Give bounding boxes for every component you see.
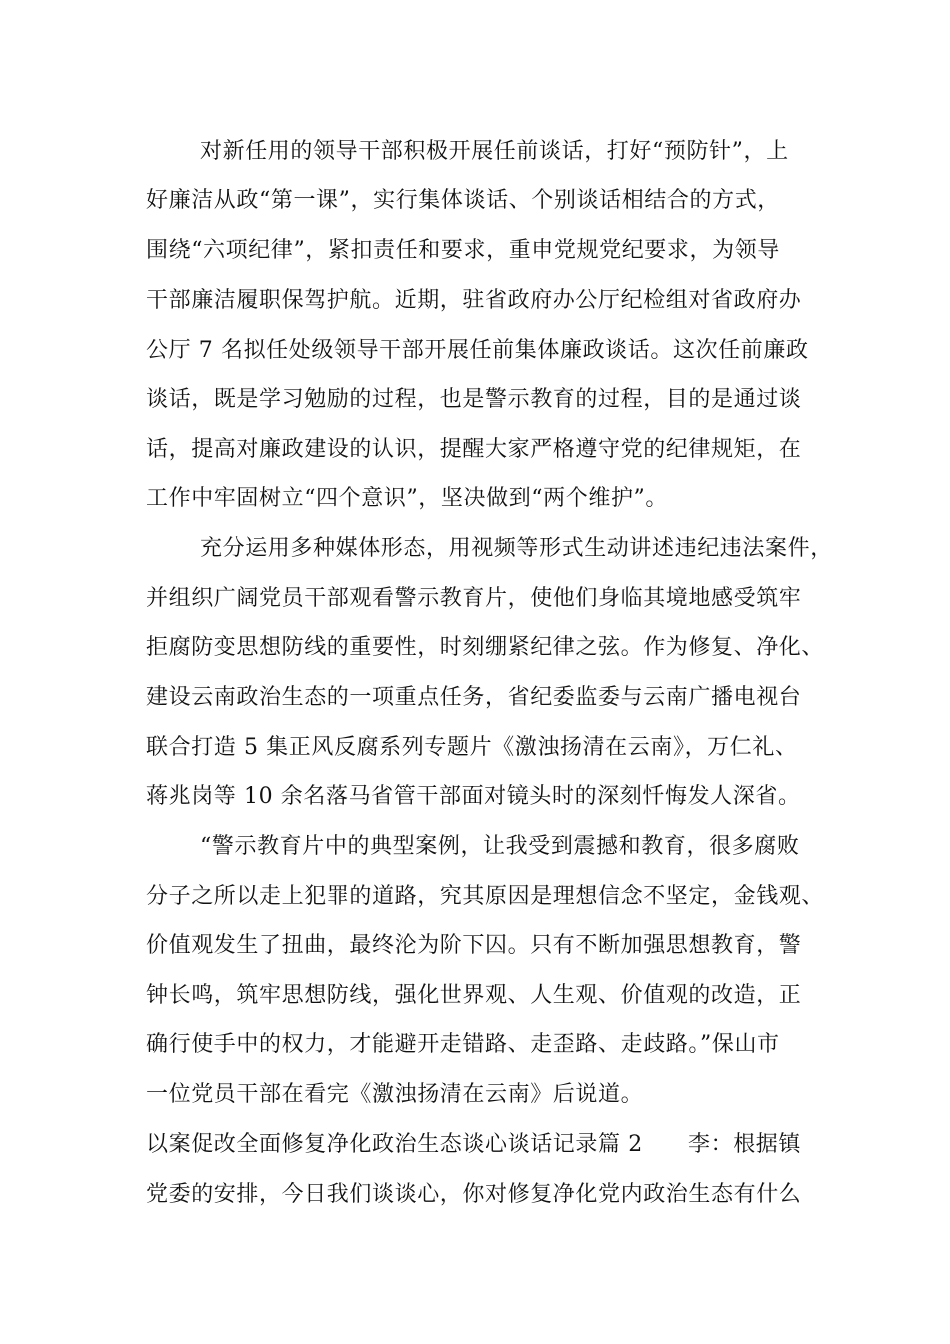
text-line: 谈话，既是学习勉励的过程，也是警示教育的过程，目的是通过谈: [146, 387, 802, 412]
text-line: 充分运用多种媒体形态，用视频等形式生动讲述违纪违法案件，: [200, 536, 833, 561]
text-line: 干部廉洁履职保驾护航。近期，驻省政府办公厅纪检组对省政府办: [146, 288, 802, 313]
text-line: 钟长鸣，筑牢思想防线，强化世界观、人生观、价值观的改造，正: [146, 983, 802, 1008]
text-line: 党委的安排，今日我们谈谈心，你对修复净化党内政治生态有什么: [146, 1182, 802, 1207]
text-line: 工作中牢固树立“四个意识”，坚决做到“两个维护”。: [146, 486, 668, 511]
text-line: 好廉洁从政“第一课”，实行集体谈话、个别谈话相结合的方式，: [146, 188, 780, 213]
text-line: 拒腐防变思想防线的重要性，时刻绷紧纪律之弦。作为修复、净化、: [146, 635, 825, 660]
text-line: 分子之所以走上犯罪的道路，究其原因是理想信念不坚定，金钱观、: [146, 884, 825, 909]
text-line: 联合打造 5 集正风反腐系列专题片《激浊扬清在云南》，万仁礼、: [146, 735, 798, 760]
text-line: 并组织广阔党员干部观看警示教育片，使他们身临其境地感受筑牢: [146, 586, 802, 611]
text-line: 对新任用的领导干部积极开展任前谈话，打好“预防针”，上: [200, 139, 789, 164]
text-line: 建设云南政治生态的一项重点任务，省纪委监委与云南广播电视台: [146, 685, 802, 710]
text-line: 确行使手中的权力，才能避开走错路、走歪路、走歧路。”保山市: [146, 1032, 780, 1057]
text-line: 公厅 7 名拟任处级领导干部开展任前集体廉政谈话。这次任前廉政: [146, 338, 809, 363]
text-line: 话，提高对廉政建设的认识，提醒大家严格遵守党的纪律规矩，在: [146, 437, 802, 462]
text-line: 一位党员干部在看完《激浊扬清在云南》后说道。: [146, 1082, 644, 1107]
text-line: “警示教育片中的典型案例，让我受到震撼和教育，很多腐败: [200, 834, 800, 859]
text-line: 蒋兆岗等 10 余名落马省管干部面对镜头时的深刻忏悔发人深省。: [146, 784, 801, 809]
text-line: 以案促改全面修复净化政治生态谈心谈话记录篇 2 李：根据镇: [146, 1132, 801, 1157]
text-line: 价值观发生了扭曲，最终沦为阶下囚。只有不断加强思想教育，警: [146, 933, 802, 958]
text-line: 围绕“六项纪律”，紧扣责任和要求，重申党规党纪要求，为领导: [146, 238, 780, 263]
